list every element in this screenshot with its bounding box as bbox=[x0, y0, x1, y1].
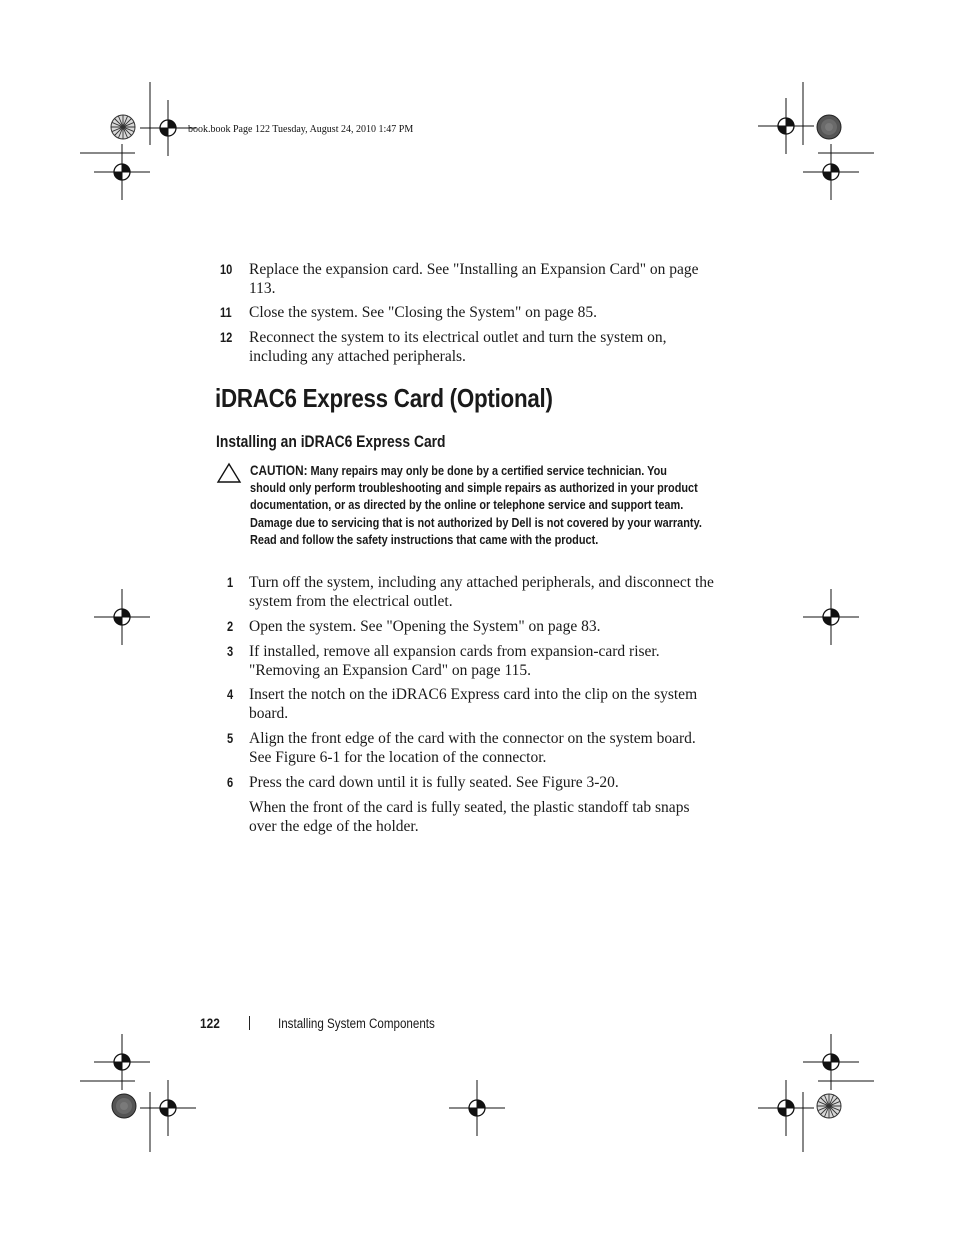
list-item bbox=[220, 617, 720, 636]
step-number: 6 bbox=[227, 775, 234, 790]
registration-mark-icon bbox=[803, 1034, 859, 1090]
list-item bbox=[220, 573, 720, 611]
list-item bbox=[220, 303, 720, 322]
step-text: Turn off the system, including any attached peripherals, and disconnect the system from the electrical outlet. bbox=[249, 574, 714, 610]
section-heading: iDRAC6 Express Card (Optional) bbox=[215, 383, 553, 413]
step-text: Press the card down until it is fully seated. See Figure 3-20. bbox=[249, 774, 619, 791]
registration-mark-icon bbox=[140, 1080, 196, 1136]
registration-mark-icon bbox=[758, 98, 814, 154]
registration-mark-icon bbox=[803, 589, 859, 645]
step-number: 5 bbox=[227, 731, 234, 746]
color-target-icon bbox=[817, 115, 841, 139]
registration-mark-icon bbox=[803, 144, 859, 200]
step-number: 10 bbox=[220, 262, 233, 277]
caution-text: Many repairs may only be done by a certified service technician. You should only perform troubleshooting and simple repairs as authorized in your product documentation, or as directed by the online or telephone service and support team. Damage due to servicing that is not authorized by Dell is not covered by your warranty. Read and follow the safety instructions that came with the product. bbox=[250, 463, 702, 547]
step-number: 12 bbox=[220, 330, 233, 345]
subsection-heading: Installing an iDRAC6 Express Card bbox=[216, 433, 446, 451]
registration-mark-icon bbox=[449, 1080, 505, 1136]
page-number: 122 bbox=[200, 1015, 220, 1031]
step-text: Replace the expansion card. See "Installing an Expansion Card" on page 113. bbox=[249, 261, 699, 297]
registration-mark-icon bbox=[758, 1080, 814, 1136]
step-number: 2 bbox=[227, 619, 234, 634]
step-text: Insert the notch on the iDRAC6 Express card into the clip on the system board. bbox=[249, 686, 698, 722]
list-item bbox=[220, 773, 720, 792]
caution-label: CAUTION: bbox=[250, 462, 308, 478]
list-item bbox=[220, 260, 720, 298]
footer-divider bbox=[249, 1016, 250, 1030]
color-target-icon bbox=[112, 1094, 136, 1118]
list-item bbox=[220, 642, 720, 680]
registration-mark-icon bbox=[94, 144, 150, 200]
step-text: Close the system. See "Closing the System" on page 85. bbox=[249, 304, 598, 321]
step-text: Open the system. See "Opening the System" on page 83. bbox=[249, 618, 601, 635]
registration-mark-icon bbox=[94, 1034, 150, 1090]
list-item bbox=[220, 729, 720, 767]
body-paragraph: When the front of the card is fully seated, the plastic standoff tab snaps over the edge of the holder. bbox=[249, 799, 690, 835]
step-number: 4 bbox=[227, 687, 234, 702]
list-item bbox=[220, 328, 720, 366]
color-target-icon bbox=[817, 1094, 841, 1118]
color-target-icon bbox=[111, 115, 135, 139]
step-text: If installed, remove all expansion cards from expansion-card riser. "Removing an Expansion Card" on page 115. bbox=[249, 643, 660, 679]
registration-mark-icon bbox=[94, 589, 150, 645]
footer-section-title: Installing System Components bbox=[278, 1016, 435, 1031]
step-number: 3 bbox=[227, 644, 234, 659]
step-text: Reconnect the system to its electrical outlet and turn the system on, including any attached peripherals. bbox=[249, 329, 667, 365]
list-item bbox=[220, 685, 720, 723]
print-slug: book.book Page 122 Tuesday, August 24, 2010 1:47 PM bbox=[188, 124, 414, 135]
step-number: 1 bbox=[227, 575, 234, 590]
caution-triangle-icon bbox=[216, 462, 242, 484]
step-number: 11 bbox=[220, 305, 232, 320]
caution-notice bbox=[250, 462, 704, 548]
step-text: Align the front edge of the card with the connector on the system board. See Figure 6-1 for the location of the connector. bbox=[249, 730, 696, 766]
